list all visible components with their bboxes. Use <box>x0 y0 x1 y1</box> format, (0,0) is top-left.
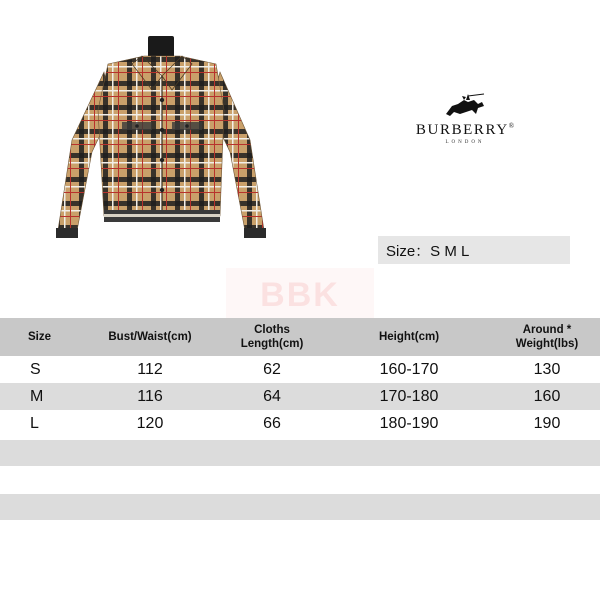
cell-weight: 130 <box>533 360 561 378</box>
header-weight <box>494 323 600 351</box>
cell-bust-waist: 112 <box>137 360 163 378</box>
table-row <box>0 356 600 383</box>
header-cloths-length <box>220 323 324 351</box>
header-height: Height(cm) <box>378 331 440 343</box>
cell-weight: 190 <box>533 414 561 432</box>
knight-on-horse-icon <box>442 92 488 120</box>
header-cloths-length-text: Cloths Length(cm) <box>240 324 304 350</box>
cell-bust-waist: 116 <box>137 387 163 405</box>
table-header <box>0 318 600 356</box>
cell-height: 170-180 <box>379 387 439 405</box>
cell-length: 66 <box>263 414 281 432</box>
empty-stripe-band <box>0 440 600 466</box>
table-row <box>0 410 600 437</box>
empty-stripe-band <box>0 494 600 520</box>
jacket-icon <box>52 30 272 250</box>
size-chart-table <box>0 318 600 437</box>
brand-city: LONDON <box>445 140 485 145</box>
cell-height: 160-170 <box>379 360 439 378</box>
header-weight-text: Around * Weight(lbs) <box>515 324 579 350</box>
watermark: BBK <box>226 268 374 322</box>
header-bust-waist: Bust/Waist(cm) <box>108 331 192 343</box>
cell-bust-waist: 120 <box>136 414 164 432</box>
cell-length: 64 <box>263 387 281 405</box>
available-sizes-label: Size：S M L <box>378 236 570 264</box>
table-row <box>0 383 600 410</box>
cell-weight: 160 <box>533 387 561 405</box>
cell-height: 180-190 <box>379 414 439 432</box>
brand-name: BURBERRY® <box>415 122 515 138</box>
brand-logo <box>395 92 535 152</box>
header-size: Size <box>28 331 52 343</box>
product-jacket-image <box>52 30 272 250</box>
cell-size: M <box>30 387 44 405</box>
cell-size: S <box>30 360 41 378</box>
cell-length: 62 <box>263 360 281 378</box>
cell-size: L <box>30 414 39 432</box>
